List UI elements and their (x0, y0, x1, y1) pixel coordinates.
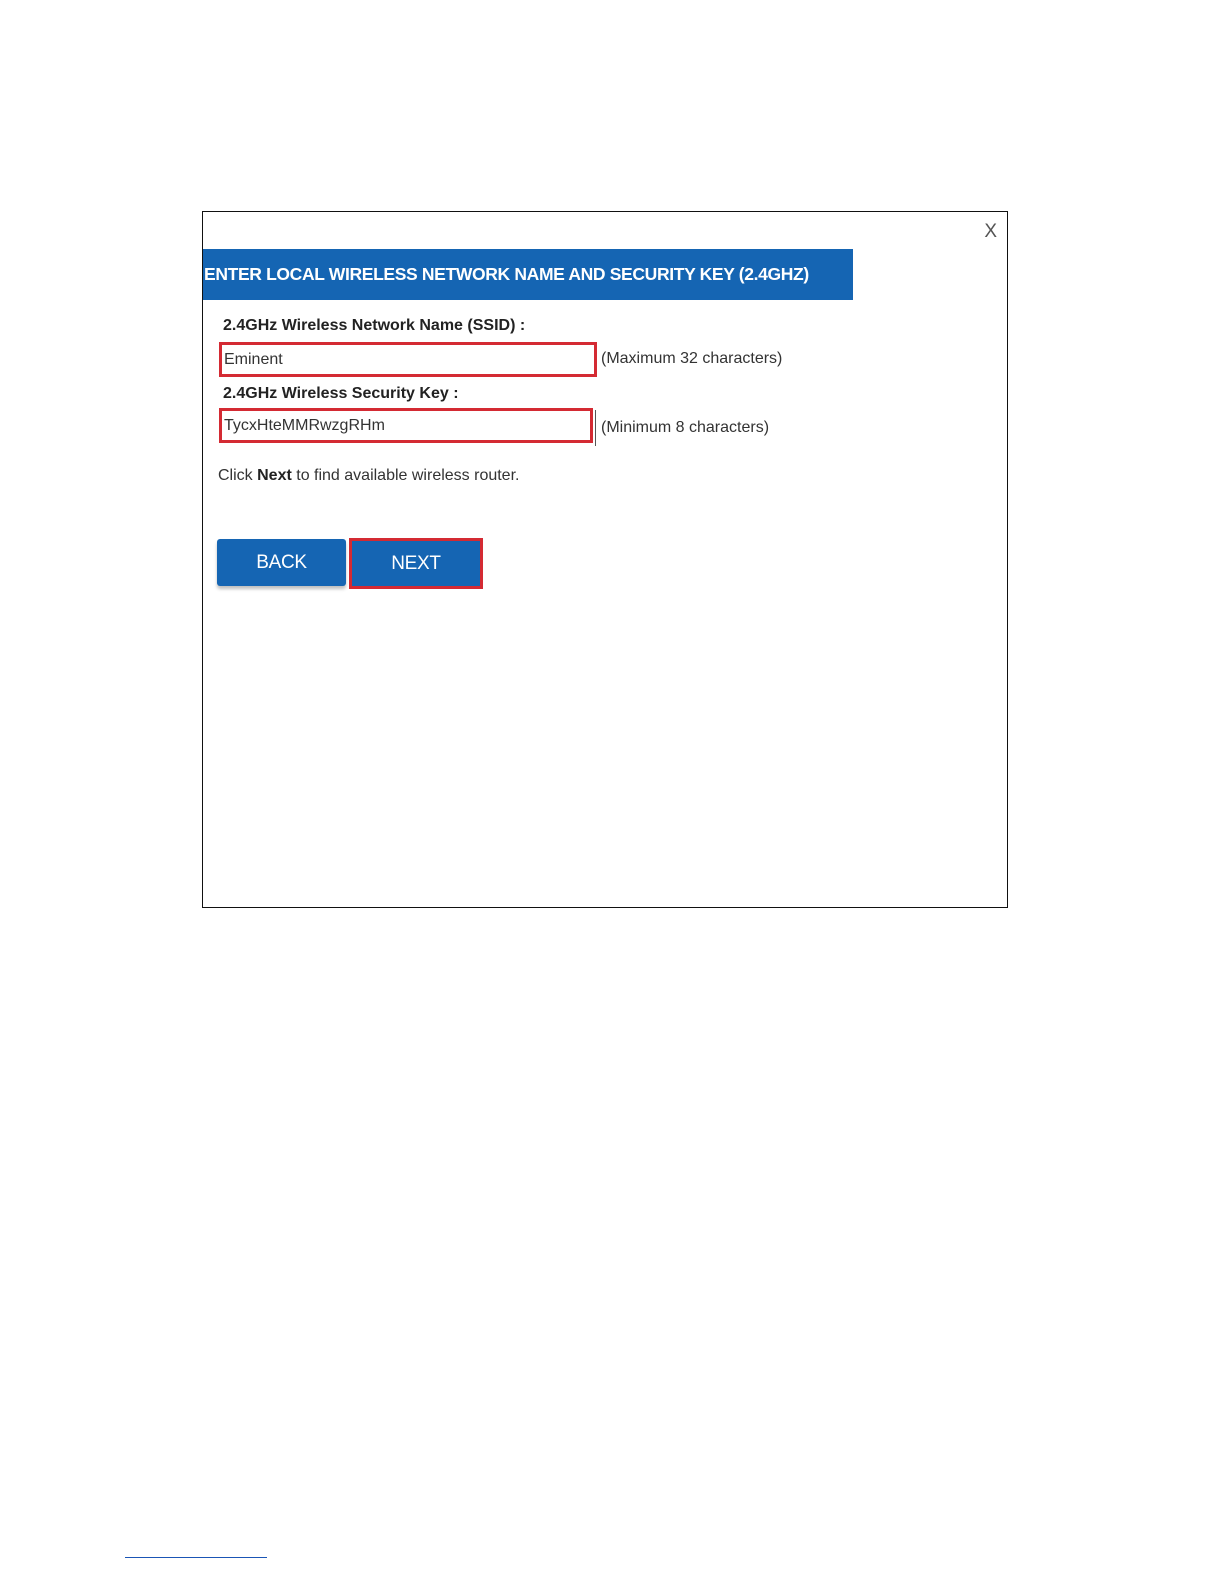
next-button[interactable]: NEXT (349, 538, 483, 589)
footnote-rule (125, 1557, 267, 1558)
instruction-text (218, 467, 519, 485)
instruction-emphasis: Next (257, 467, 292, 484)
ssid-label: 2.4GHz Wireless Network Name (SSID) : (223, 317, 526, 334)
input-divider (595, 410, 596, 446)
security-key-input[interactable] (219, 408, 593, 443)
instruction-suffix: to find available wireless router. (291, 467, 520, 484)
dialog-header: ENTER LOCAL WIRELESS NETWORK NAME AND SECURITY KEY (2.4GHZ) (203, 249, 853, 300)
ssid-hint: (Maximum 32 characters) (601, 350, 783, 367)
ssid-input[interactable] (219, 342, 597, 377)
instruction-prefix: Click (218, 467, 258, 484)
close-icon[interactable]: X (984, 221, 997, 242)
security-key-label: 2.4GHz Wireless Security Key : (223, 385, 459, 402)
wireless-setup-dialog (202, 211, 1008, 908)
security-key-hint: (Minimum 8 characters) (601, 419, 770, 436)
back-button[interactable]: BACK (217, 539, 346, 586)
